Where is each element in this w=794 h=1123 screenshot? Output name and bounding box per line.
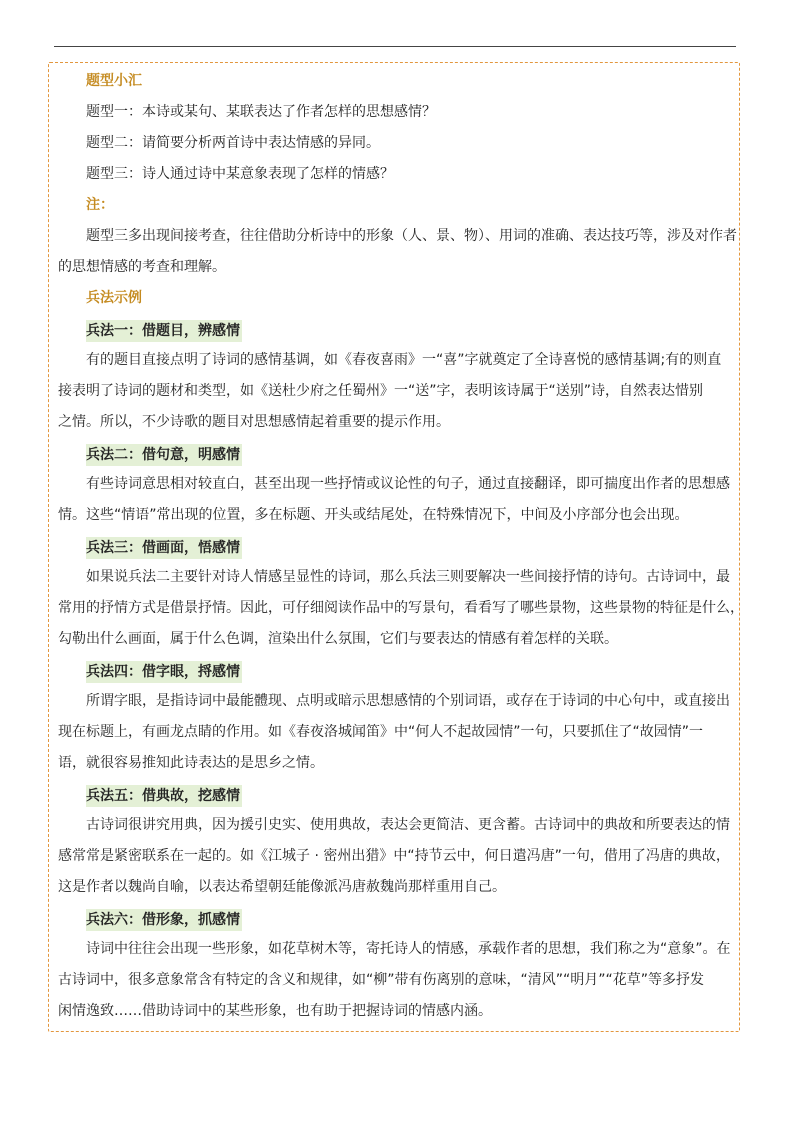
paragraph-line: 之情。所以，不少诗歌的题目对思想感情起着重要的提示作用。 [58,414,450,430]
examples-label: 兵法示例 [86,290,142,306]
paragraph-line: 情。这些“情语”常出现的位置，多在标题、开头或结尾处，在特殊情况下，中间及小序部分也会出现。 [58,507,689,523]
header-rule [54,46,736,47]
note-label: 注： [86,197,114,213]
method-6-heading [58,903,738,934]
paragraph-line: 勾勒出什么画面，属于什么色调，渲染出什么氛围，它们与要表达的情感有着怎样的关联。 [58,631,618,647]
paragraph-line: 感常常是紧密联系在一起的。如《江城子 · 密州出猎》中“持节云中，何日遣冯唐”一句，借用了冯唐的典故， [58,848,730,864]
method-4-title: 兵法四：借字眼，捋感情 [86,661,242,683]
method-2-paragraph [58,469,738,531]
paragraph-line: 诗词中往往会出现一些形象，如花草树木等，寄托诗人的情感，承载作者的思想，我们称之为“意象”。在 [86,941,731,957]
method-4-paragraph [58,686,738,779]
method-5-heading [58,779,738,810]
method-2-heading [58,438,738,469]
method-1-paragraph [58,345,738,438]
method-2-title: 兵法二：借句意，明感情 [86,444,242,466]
note-line: 题型三多出现间接考查，往往借助分析诗中的形象（人、景、物）、用词的准确、表达技巧等，涉及对作者 [86,228,737,244]
paragraph-line: 古诗词中，很多意象常含有特定的含义和规律，如“柳”带有伤离别的意味，“清风”“明月”“花草”等多抒发 [58,972,705,988]
method-3-title: 兵法三：借画面，悟感情 [86,537,242,559]
note-paragraph [58,221,738,283]
paragraph-line: 接表明了诗词的题材和类型，如《送杜少府之任蜀州》一“送”字，表明该诗属于“送别”诗，自然表达惜别 [58,383,704,399]
method-3-heading [58,531,738,562]
paragraph-line: 现在标题上，有画龙点睛的作用。如《春夜洛城闻笛》中“何人不起故园情”一句，只要抓住了“故园情”一 [58,724,704,740]
paragraph-line: 语，就很容易推知此诗表达的是思乡之情。 [58,755,324,771]
paragraph-line: 有些诗词意思相对较直白，甚至出现一些抒情或议论性的句子，通过直接翻译，即可揣度出作者的思想感 [86,476,730,492]
method-3-paragraph [58,562,744,655]
note-line: 的思想情感的考查和理解。 [58,259,226,275]
method-5-title: 兵法五：借典故，挖感情 [86,785,242,807]
method-4-heading [58,655,738,686]
method-5-paragraph [58,810,738,903]
document-body [58,66,744,1027]
summary-label: 题型小汇 [86,73,142,89]
paragraph-line: 古诗词很讲究用典，因为援引史实、使用典故，表达会更简洁、更含蓄。古诗词中的典故和所要表达的情 [86,817,730,833]
question-type-2: 题型二：请简要分析两首诗中表达情感的异同。 [86,135,380,151]
method-1-heading [58,314,738,345]
paragraph-line: 这是作者以魏尚自喻，以表达希望朝廷能像派冯唐赦魏尚那样重用自己。 [58,879,506,895]
paragraph-line: 所谓字眼，是指诗词中最能體现、点明或暗示思想感情的个别词语，或存在于诗词的中心句中，或直接出 [86,693,730,709]
method-6-paragraph [58,934,738,1027]
question-type-3: 题型三：诗人通过诗中某意象表现了怎样的情感？ [86,166,394,182]
question-type-1: 题型一：本诗或某句、某联表达了作者怎样的思想感情？ [86,104,436,120]
paragraph-line: 如果说兵法二主要针对诗人情感呈显性的诗词，那么兵法三则要解决一些间接抒情的诗句。古诗词中，最 [86,569,730,585]
paragraph-line: 有的题目直接点明了诗词的感情基调，如《春夜喜雨》一“喜”字就奠定了全诗喜悦的感情基调;有的则直 [86,352,722,368]
method-1-title: 兵法一：借题目，辨感情 [86,320,242,342]
paragraph-line: 常用的抒情方式是借景抒情。因此，可仔细阅读作品中的写景句，看看写了哪些景物，这些景物的特征是什么， [58,600,744,616]
method-6-title: 兵法六：借形象，抓感情 [86,909,242,931]
paragraph-line: 闲情逸致……借助诗词中的某些形象，也有助于把握诗词的情感内涵。 [58,1003,492,1019]
